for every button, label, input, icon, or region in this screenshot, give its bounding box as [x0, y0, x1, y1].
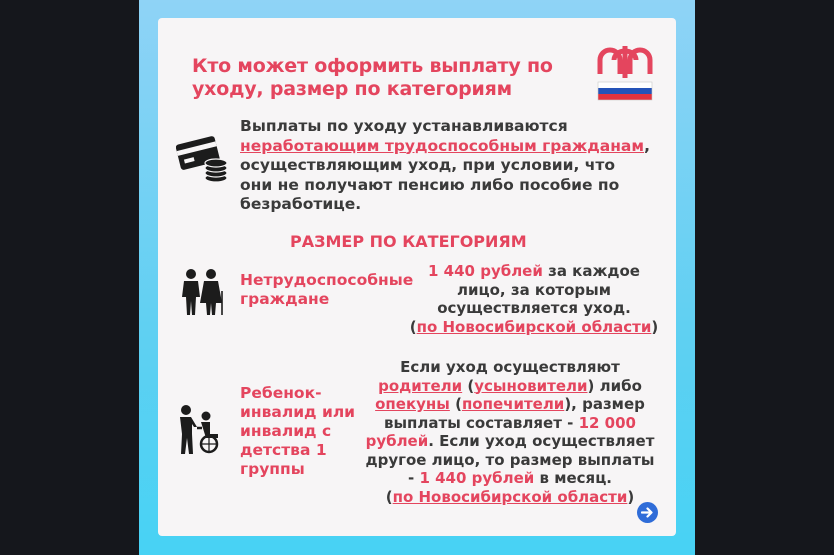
category-2-text-1: Если уход осуществляют [400, 358, 620, 376]
parents-link[interactable]: родители [378, 376, 463, 395]
region-paren-close: ) [627, 487, 635, 506]
section-title: РАЗМЕР ПО КАТЕГОРИЯМ [290, 232, 527, 251]
intro-text-start: Выплаты по уходу устанавливаются [240, 117, 568, 135]
category-2-region-link[interactable]: по Новосибирской области [392, 487, 628, 506]
guardians-link[interactable]: опекуны [375, 395, 450, 413]
category-2-text-2: ( [462, 376, 475, 395]
category-2-text-5: ), размер выплаты составляет - [384, 395, 645, 432]
category-2-text-4: ( [449, 395, 462, 413]
trustees-link[interactable]: попечители [461, 395, 565, 413]
category-2-amount-2: 1 440 рублей [419, 469, 535, 487]
category-1-label: Нетрудоспособные граждане [240, 271, 414, 308]
intro-highlight: неработающим трудоспособным гражданам [240, 136, 645, 155]
arrow-right-icon [641, 506, 654, 519]
category-1-amount: 1 440 рублей [428, 262, 543, 280]
category-1-region-link[interactable]: по Новосибирской области [416, 317, 652, 336]
region-paren-open: ( [409, 317, 417, 336]
adopters-link[interactable]: усыновители [474, 376, 588, 395]
category-2-description [360, 358, 660, 506]
category-2-text-7: в месяц. [534, 469, 613, 487]
category-2-text-6: . Если уход осуществляет другое лицо, то размер выплаты - [365, 432, 655, 487]
intro-paragraph [240, 117, 650, 215]
elderly-couple-icon [178, 267, 226, 315]
page-title: Кто может оформить выплату по уходу, размер по категориям [192, 55, 553, 100]
category-2-text-3: ) либо [587, 376, 642, 395]
region-paren-open: ( [385, 487, 393, 506]
pfr-logo [592, 38, 658, 104]
category-1-text: за каждое лицо, за которым осуществляется уход. [437, 262, 640, 317]
category-2-label: Ребенок-инвалид или инвалид с детства 1 группы [240, 384, 356, 478]
category-2-amount-1: 12 000 рублей [365, 413, 636, 450]
wheelchair-caregiver-icon [178, 404, 226, 454]
category-1-description [404, 262, 664, 336]
region-paren-close: ) [651, 317, 659, 336]
next-slide-button[interactable] [637, 502, 658, 523]
credit-card-coins-icon [176, 134, 230, 184]
intro-text-end: , осуществляющим уход, при условии, что они не получают пенсию либо пособие по безработице. [240, 136, 650, 213]
